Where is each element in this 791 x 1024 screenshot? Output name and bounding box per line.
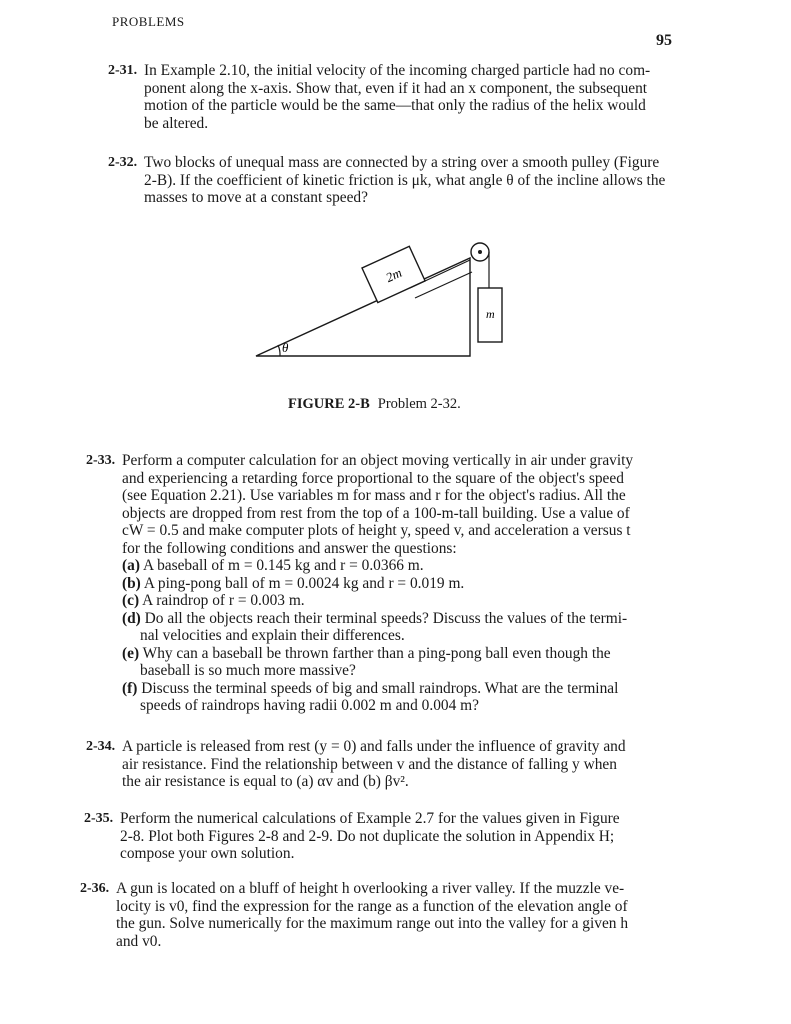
block-2m-label: 2m — [383, 264, 405, 286]
part-text: A ping-pong ball of m = 0.0024 kg and r = 0.019 m. — [143, 574, 465, 592]
part-label: (e) — [122, 644, 140, 662]
part-label: (b) — [122, 574, 141, 592]
problem-2-35 — [84, 810, 620, 863]
problem-line: A gun is located on a bluff of height h overlooking a river valley. If the muzzle ve- — [116, 880, 625, 897]
figure-caption-text: Problem 2-32. — [377, 396, 461, 412]
problem-line: and experiencing a retarding force proportional to the square of the object's speed — [122, 469, 624, 487]
part-text: Do all the objects reach their terminal speeds? Discuss the values of the termi- — [144, 609, 628, 627]
part-label: (c) — [122, 592, 140, 609]
part-label: (f) — [122, 679, 138, 697]
problem-line: the air resistance is equal to (a) αv and (b) βv². — [122, 773, 409, 790]
problem-line: A particle is released from rest (y = 0) and falls under the influence of gravity and — [122, 738, 626, 755]
part-text: nal velocities and explain their differences. — [140, 627, 405, 644]
page-number: 95 — [656, 32, 672, 49]
block-m-label: m — [486, 307, 495, 321]
incline-pulley-diagram — [250, 232, 510, 392]
part-label: (a) — [122, 557, 140, 574]
block-2m — [362, 246, 425, 302]
figure-2b — [250, 232, 510, 392]
problem-part — [122, 627, 633, 645]
problem-part — [122, 662, 633, 680]
problem-part — [122, 610, 633, 628]
problem-line: motion of the particle would be the same—that only the radius of the helix would — [144, 97, 646, 114]
problem-line: air resistance. Find the relationship between v and the distance of falling y when — [122, 755, 617, 773]
angle-arc — [278, 345, 280, 356]
problem-line: Perform a computer calculation for an object moving vertically in air under gravity — [122, 452, 634, 469]
part-text: baseball is so much more massive? — [140, 662, 356, 679]
problem-line: 2-B). If the coefficient of kinetic friction is μk, what angle θ of the incline allows the — [144, 171, 666, 189]
problem-line: for the following conditions and answer the questions: — [122, 539, 457, 557]
problem-line: In Example 2.10, the initial velocity of the incoming charged particle had no com- — [144, 62, 651, 79]
problem-line: be altered. — [144, 114, 209, 132]
part-text: A baseball of m = 0.145 kg and r = 0.0366 m. — [142, 557, 424, 574]
pulley-axle — [478, 250, 482, 254]
problem-line: locity is v0, find the expression for the range as a function of the elevation angle of — [116, 897, 628, 915]
problem-line: ponent along the x-axis. Show that, even if it had an x component, the subsequent — [144, 79, 648, 97]
problem-line: cW = 0.5 and make computer plots of height y, speed v, and acceleration a versus t — [122, 522, 631, 539]
problem-line: compose your own solution. — [120, 845, 295, 862]
part-text: Why can a baseball be thrown farther than a ping-pong ball even though the — [142, 644, 611, 662]
problem-2-36 — [80, 880, 628, 950]
figure-caption-label: FIGURE 2-B — [288, 396, 370, 412]
problem-number: 2-31. — [108, 63, 138, 78]
part-label: (d) — [122, 609, 141, 627]
problem-number: 2-35. — [84, 811, 114, 826]
problem-2-32 — [108, 154, 665, 207]
problem-line: the gun. Solve numerically for the maximum range out into the valley for a given h — [116, 915, 629, 932]
problem-line: 2-8. Plot both Figures 2-8 and 2-9. Do not duplicate the solution in Appendix H; — [120, 827, 615, 845]
problem-number: 2-36. — [80, 881, 110, 896]
running-head: PROBLEMS — [112, 14, 185, 29]
angle-label: θ — [282, 340, 289, 355]
problem-text — [144, 62, 650, 132]
problem-text — [116, 880, 628, 950]
problem-part — [122, 680, 633, 698]
part-text: Discuss the terminal speeds of big and small raindrops. What are the terminal — [141, 679, 619, 697]
problem-line: Perform the numerical calculations of Example 2.7 for the values given in Figure — [120, 810, 620, 827]
figure-caption — [288, 396, 461, 413]
problem-part — [122, 645, 633, 663]
problem-part — [122, 592, 633, 610]
problem-part — [122, 697, 633, 715]
problem-2-34 — [86, 738, 626, 791]
problem-line: and v0. — [116, 932, 162, 950]
problem-number: 2-34. — [86, 739, 116, 754]
problem-2-31 — [108, 62, 650, 132]
problem-line: masses to move at a constant speed? — [144, 189, 368, 206]
problem-text — [120, 810, 620, 863]
problem-text — [144, 154, 665, 207]
problem-line: objects are dropped from rest from the top of a 100-m-tall building. Use a value of — [122, 504, 630, 522]
problem-part — [122, 557, 633, 575]
problem-number: 2-33. — [86, 453, 116, 468]
part-text: A raindrop of r = 0.003 m. — [142, 592, 305, 609]
problem-line: Two blocks of unequal mass are connected by a string over a smooth pulley (Figure — [144, 154, 660, 171]
problem-text — [122, 738, 626, 791]
problem-number: 2-32. — [108, 155, 138, 170]
problem-text — [122, 452, 633, 715]
problem-line: (see Equation 2.21). Use variables m for mass and r for the object's radius. All the — [122, 487, 626, 504]
part-text: speeds of raindrops having radii 0.002 m and 0.004 m? — [140, 697, 479, 714]
problem-part — [122, 575, 633, 593]
problem-2-33 — [86, 452, 633, 715]
